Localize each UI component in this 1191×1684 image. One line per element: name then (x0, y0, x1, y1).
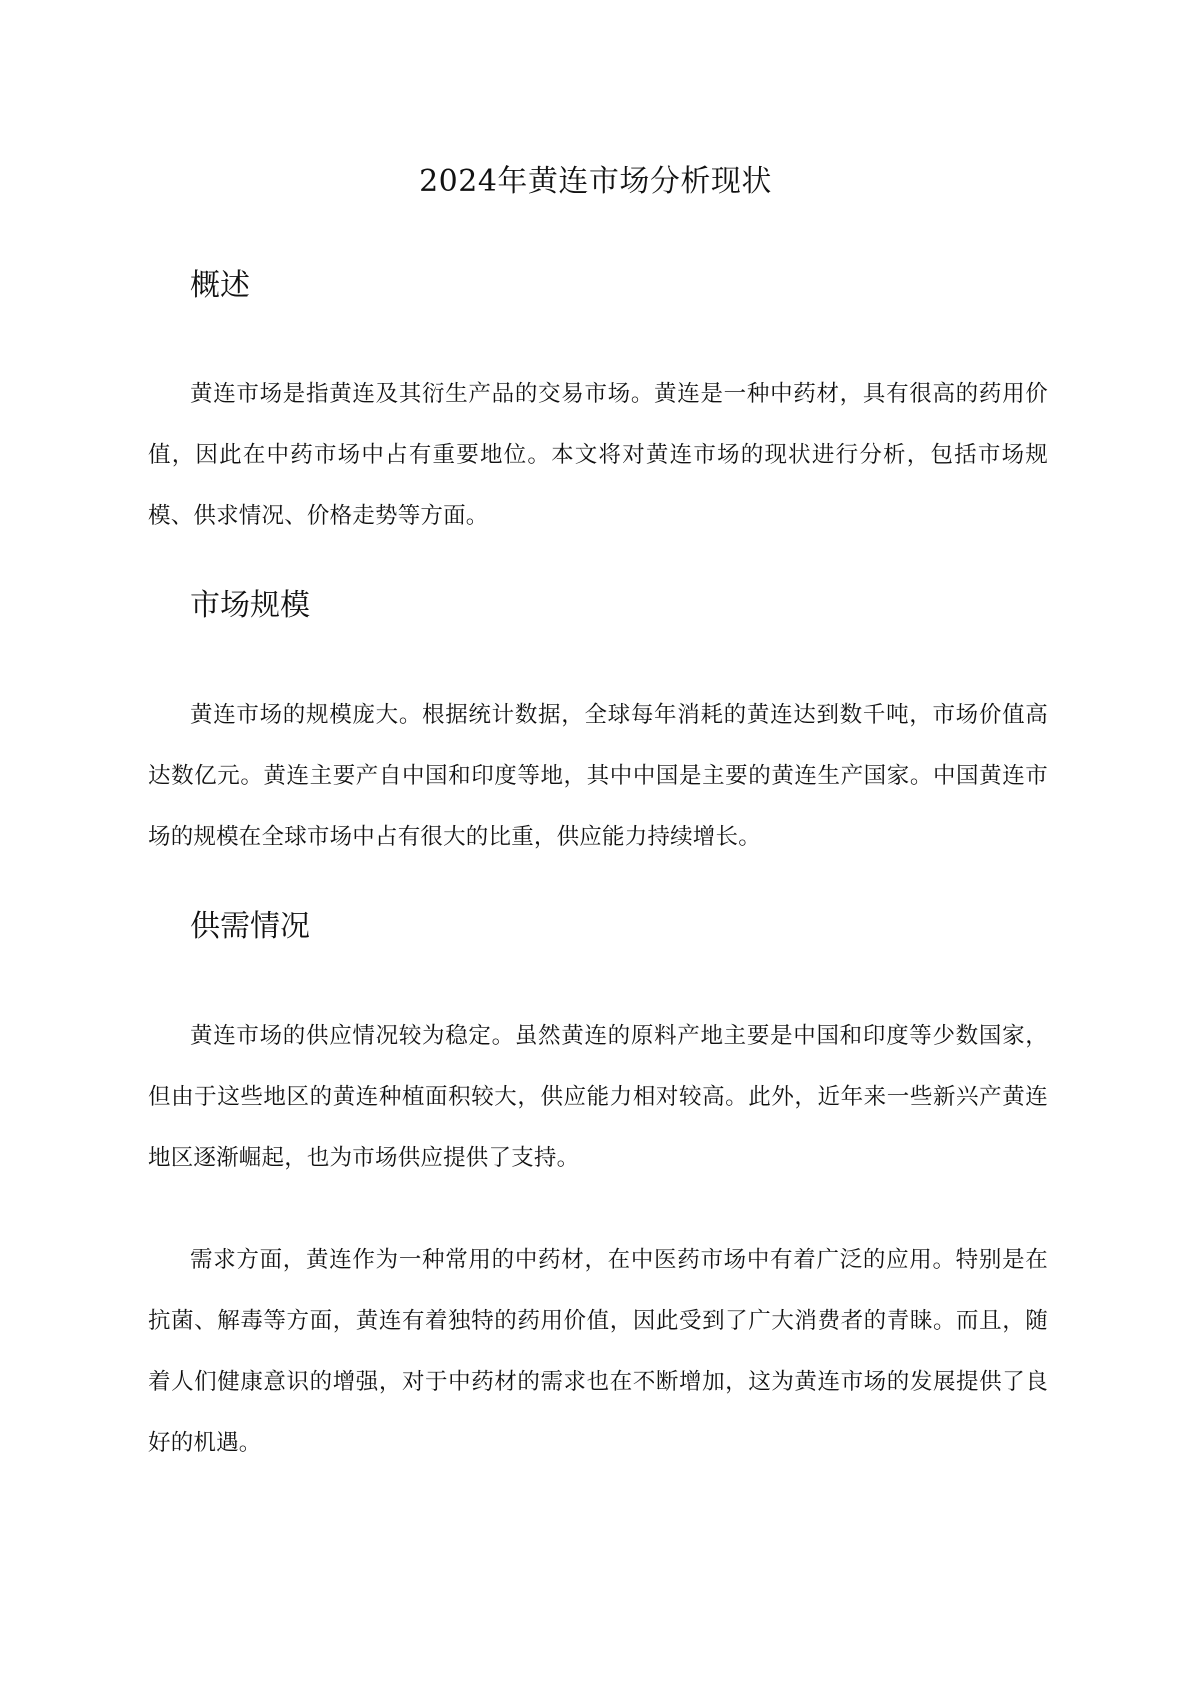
paragraph-demand: 需求方面，黄连作为一种常用的中药材，在中医药市场中有着广泛的应用。特别是在抗菌、解毒等方面，黄连有着独特的药用价值，因此受到了广大消费者的青睐。而且，随着人们健康意识的增强，对于中药材的需求也在不断增加，这为黄连市场的发展提供了良好的机遇。 (148, 1247, 1048, 1456)
document-title: 2024年黄连市场分析现状 (419, 164, 772, 199)
paragraph-market-scale: 黄连市场的规模庞大。根据统计数据，全球每年消耗的黄连达到数千吨，市场价值高达数亿元。黄连主要产自中国和印度等地，其中中国是主要的黄连生产国家。中国黄连市场的规模在全球市场中占有很大的比重，供应能力持续增长。 (148, 702, 1048, 850)
paragraph-supply: 黄连市场的供应情况较为稳定。虽然黄连的原料产地主要是中国和印度等少数国家，但由于这些地区的黄连种植面积较大，供应能力相对较高。此外，近年来一些新兴产黄连地区逐渐崛起，也为市场供应提供了支持。 (148, 1023, 1048, 1171)
section-heading-supply-demand: 供需情况 (190, 909, 310, 944)
section-heading-market-scale: 市场规模 (190, 588, 310, 623)
paragraph-overview: 黄连市场是指黄连及其衍生产品的交易市场。黄连是一种中药材，具有很高的药用价值，因此在中药市场中占有重要地位。本文将对黄连市场的现状进行分析，包括市场规模、供求情况、价格走势等方面。 (148, 381, 1048, 529)
section-heading-overview: 概述 (190, 268, 250, 303)
